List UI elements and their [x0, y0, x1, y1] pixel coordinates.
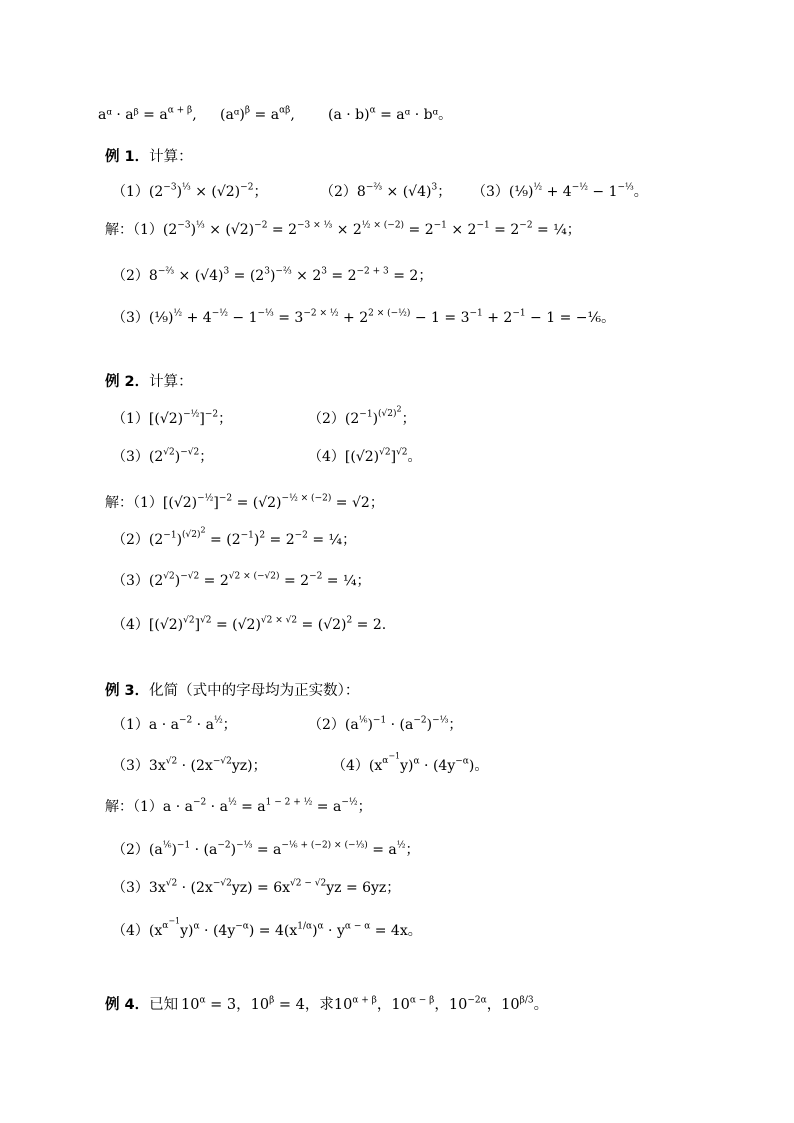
math-expression: $(3)(2^{√2})^{-√2} = 2^{√2 \times (-√2)} = 2^{-2}$ = ¼；	[112, 571, 371, 589]
math-expression: $(3)(2^{√2})^{-√2}$；	[112, 447, 214, 465]
example-prompt: 计算：	[149, 149, 193, 165]
math-expression: $(2)8^{-\frac{2}{3}} \times (√4)^3$；	[320, 182, 452, 200]
example-label: 例 1．	[105, 149, 150, 165]
math-expression: （3）(⅑)$^{\frac{1}{2}}$ + $4^{-\frac{1}{2}} - 1^{-\frac{1}{3}} = 3^{-2 \times \frac{1}{2}} + 2^{2 \times (-\frac{1}{2})} - 1 = 3^{-1} + 2^{-1} - 1$ = −⅙。	[112, 308, 616, 326]
math-expression: $(1)[(√2)^{-\frac{1}{2}}]^{-2}$；	[112, 409, 233, 427]
line-ex1-head	[105, 142, 193, 172]
math-expression: $(1)a \cdot a^{-2} \cdot a^{\frac{1}{2}}$；	[112, 715, 237, 733]
math-expression: $(3)3x^{√2} \cdot (2x^{-√2}yz)$；	[112, 756, 267, 774]
example-prompt: 已知	[149, 997, 179, 1013]
math-expression: aᵅ · aᵝ = $a^{\alpha + \beta}$,	[98, 105, 197, 123]
math-expression: 解：$(1)(2^{-3})^{\frac{1}{3}} \times (√2)^{-2} = 2^{-3 \times \frac{1}{3}} \times 2^{\frac{1}{2} \times (-2)} = 2^{-1} \times 2^{-1} = 2^{-2}$ = ¼；	[105, 220, 581, 238]
example-label: 例 4．	[105, 997, 150, 1013]
math-expression: $(a \cdot b)^\alpha$ = aᵅ · bᵅ。	[328, 105, 453, 123]
example-prompt: 化简（式中的字母均为正实数）：	[149, 683, 360, 699]
math-expression: （3）(⅑)$^{\frac{1}{2}}$ + $4^{-\frac{1}{2}} - 1^{-\frac{1}{3}}$。	[472, 182, 648, 200]
line-ex4	[105, 990, 549, 1020]
example-label: 例 3．	[105, 683, 150, 699]
math-expression: $(4)[(√2)^{√2}]^{√2} = (√2)^{√2 \times √2} = (√2)^2 = 2$.	[112, 615, 387, 633]
math-expression: $(4)[(√2)^{√2}]^{√2}$。	[308, 447, 422, 465]
math-expression: $(2)(a^{\frac{1}{6}})^{-1} \cdot (a^{-2})^{-\frac{1}{3}}$；	[308, 715, 463, 733]
math-expression: $(4)(x^{\alpha^{-1}}y)^\alpha \cdot (4y^{-\alpha})$。	[332, 751, 489, 774]
example-label: 例 2．	[105, 374, 150, 390]
math-expression: 解：$(1)a \cdot a^{-2} \cdot a^{\frac{1}{2}} = a^{1 - 2 + \frac{1}{2}} = a^{-\frac{1}{2}}$；	[105, 797, 372, 815]
math-expression: $(4)(x^{\alpha^{-1}}y)^\alpha \cdot (4y^{-\alpha}) = 4(x^{1/\alpha})^\alpha \cdot y^{\alpha - \alpha} = 4x$。	[112, 916, 422, 939]
math-expression: $(3)3x^{√2} \cdot (2x^{-√2}yz) = 6x^{√2 - √2}yz = 6yz$；	[112, 878, 401, 896]
math-expression: $(2)8^{-\frac{2}{3}} \times (√4)^3 = (2^3)^{-\frac{2}{3}} \times 2^3 = 2^{-2 + 3} = 2$；	[112, 266, 433, 284]
math-expression: $10^\alpha = 3$，$10^\beta = 4$，求$10^{\alpha + \beta}$，$10^{\alpha - \beta}$，$10^{-2\alpha}$，$10^{\beta/3}$。	[181, 995, 549, 1013]
example-prompt: 计算：	[149, 374, 193, 390]
math-expression: 解：$(1)[(√2)^{-\frac{1}{2}}]^{-2} = (√2)^{-\frac{1}{2} \times (-2)} = √2$；	[105, 493, 384, 511]
math-expression: $(2)(a^{\frac{1}{6}})^{-1} \cdot (a^{-2})^{-\frac{1}{3}} = a^{-\frac{1}{6} + (-2) \times (-\frac{1}{3})} = a^{\frac{1}{2}}$；	[112, 840, 420, 858]
line-ex3-head	[105, 676, 359, 706]
math-expression: $(2)(2^{-1})^{(√2)^2} = (2^{-1})^2 = 2^{-2}$ = ¼；	[112, 525, 357, 548]
math-expression: (aᵅ)$^\beta$ = $a^{\alpha\beta}$,	[220, 105, 295, 123]
math-expression: $(2)(2^{-1})^{(√2)^2}$；	[308, 404, 416, 427]
math-expression: $(1)(2^{-3})^{\frac{1}{3}} \times (√2)^{-2}$；	[112, 182, 268, 200]
line-ex2-head	[105, 367, 193, 397]
